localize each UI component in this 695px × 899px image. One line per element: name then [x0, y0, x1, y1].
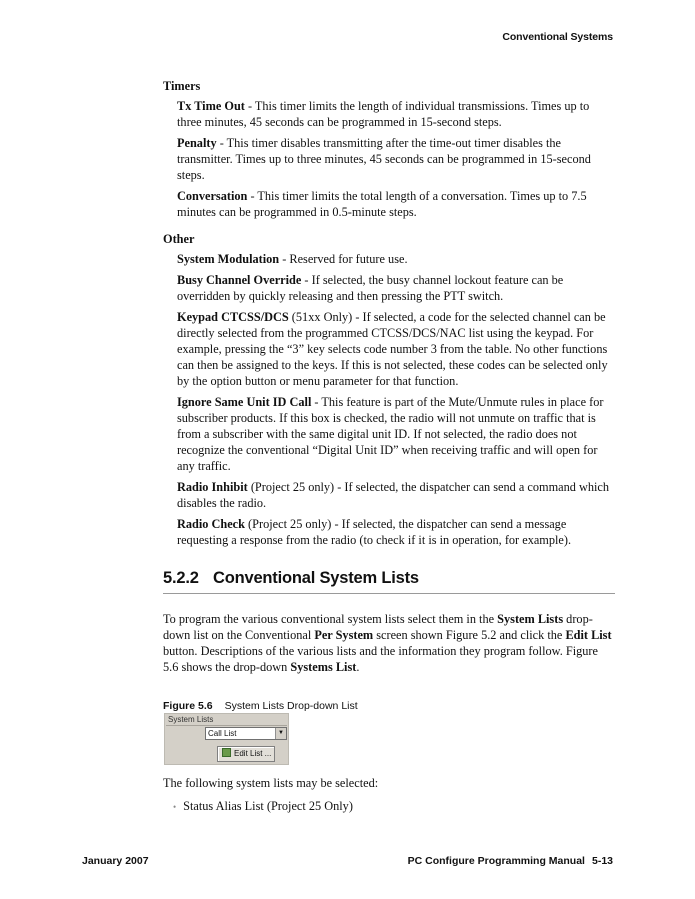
other-heading: Other	[163, 232, 195, 246]
other-section	[163, 231, 615, 553]
entry-ignore-same-unit-id: Ignore Same Unit ID Call - This feature is part of the Mute/Unmute rules in place for subscriber products. If this box is checked, the radio will not unmute on traffic that is from a subscriber with the same digital unit ID. If not selected, the radio does not recognize the conventional “Digital Unit ID” when receiving traffic and will open for any traffic.	[177, 395, 604, 473]
system-lists-groupbox	[164, 713, 289, 765]
edit-list-button[interactable]	[217, 746, 275, 762]
footer-date: January 2007	[82, 855, 149, 867]
footer-info	[408, 855, 613, 867]
edit-list-label: Edit List ...	[234, 749, 272, 758]
dropdown-arrow-icon[interactable]: ▼	[275, 728, 286, 739]
dropdown-value: Call List	[208, 729, 237, 738]
section-title: Conventional System Lists	[213, 569, 419, 587]
figure-caption-text: System Lists Drop-down List	[224, 700, 358, 712]
bullet-icon: •	[173, 802, 177, 812]
running-header: Conventional Systems	[502, 31, 613, 43]
entry-radio-inhibit: Radio Inhibit (Project 25 only) - If selected, the dispatcher can send a command which disables the radio.	[177, 480, 610, 510]
section-heading	[163, 569, 615, 594]
list-item: • Status Alias List (Project 25 Only)	[173, 799, 353, 813]
group-title: System Lists	[168, 715, 214, 724]
entry-penalty: Penalty - This timer disables transmitting after the time-out timer disables the transmitter. Times up to three minutes, 45 seconds can be programmed in 15-second steps.	[177, 136, 591, 182]
entry-system-modulation: System Modulation - Reserved for future use.	[177, 252, 408, 266]
figure-label: Figure 5.6	[163, 700, 213, 712]
intro-paragraph: To program the various conventional system lists select them in the System Lists drop-down list on the Conventional Per System screen shown Figure 5.2 and click the Edit List button. Descriptions of the various lists and the information they program follow. Figure 5.6 shows the drop-down Systems List.	[163, 612, 612, 674]
group-divider	[166, 725, 287, 726]
section-number: 5.2.2	[163, 569, 199, 587]
footer-manual-title: PC Configure Programming Manual	[407, 855, 585, 867]
system-lists-dropdown[interactable]	[205, 727, 287, 740]
figure-caption	[163, 700, 358, 712]
system-list-bullets	[173, 798, 353, 815]
entry-keypad-ctcss-dcs: Keypad CTCSS/DCS (51xx Only) - If selected, a code for the selected channel can be directly selected from the programmed CTCSS/DCS/NAC list using the keypad. For example, pressing the “3” key selects code number 3 from the table. No other functions can then be assigned to the keys. If this is not selected, these codes can be selected only by the option button or menu parameter for that function.	[177, 310, 608, 388]
entry-radio-check: Radio Check (Project 25 only) - If selected, the dispatcher can send a message requesting a response from the radio (to check if it is in operation, for example).	[177, 517, 572, 547]
timers-heading: Timers	[163, 79, 201, 93]
entry-conversation: Conversation - This timer limits the total length of a conversation. Times up to 7.5 minutes can be programmed in 0.5-minute steps.	[177, 189, 587, 219]
edit-list-icon	[222, 748, 231, 757]
entry-busy-channel-override: Busy Channel Override - If selected, the busy channel lockout feature can be overridden by quickly releasing and then pressing the PTT switch.	[177, 273, 564, 303]
footer-page-number: 5-13	[591, 855, 613, 867]
timers-section	[163, 78, 615, 225]
entry-tx-time-out: Tx Time Out - This timer limits the length of individual transmissions. Times up to three minutes, 45 seconds can be programmed in 15-second steps.	[177, 99, 590, 129]
following-text: The following system lists may be selected:	[163, 776, 379, 790]
